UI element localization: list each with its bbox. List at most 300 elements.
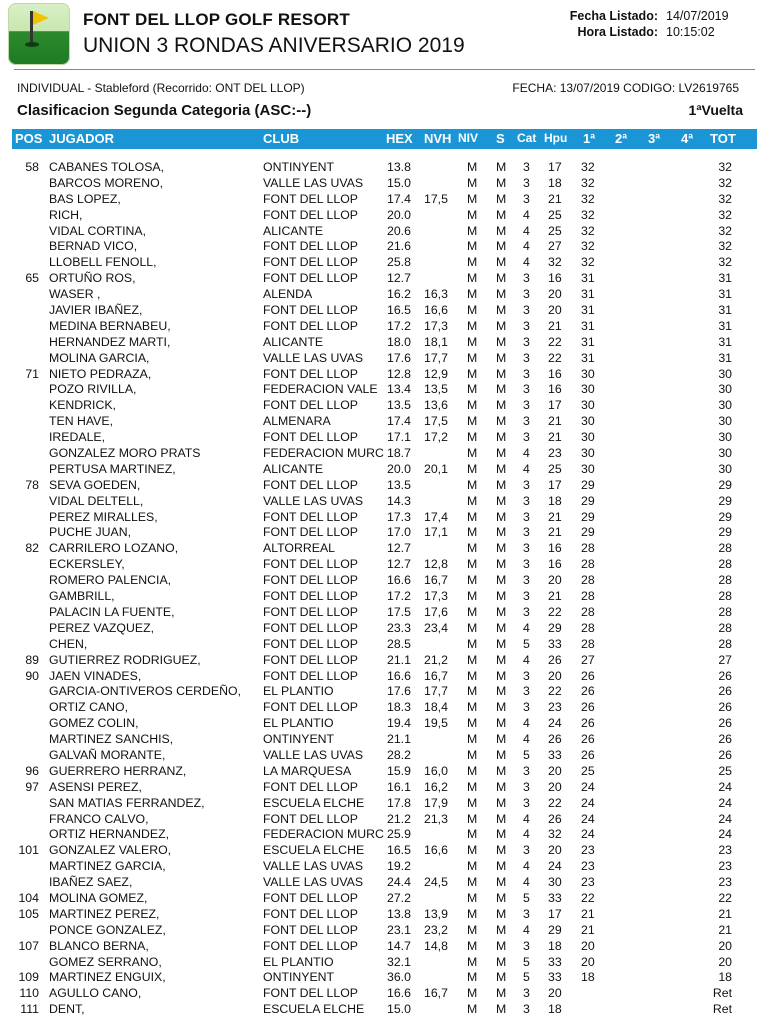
cell-hex: 17.8 [387,795,411,810]
cell-nvh: 16,3 [424,287,448,302]
cell-club: FEDERACION MURC [263,827,384,842]
cell-name: JAEN VINADES, [49,668,142,683]
cell-hpu: 32 [548,255,562,270]
cell-s: M [496,477,507,492]
cell-name: IREDALE, [49,430,106,445]
cell-hex: 16.5 [387,303,411,318]
cell-s: M [496,430,507,445]
cell-hex: 23.3 [387,620,411,635]
cell-cat: 3 [523,334,530,349]
cell-hex: 17.6 [387,350,411,365]
cell-hpu: 33 [548,747,562,762]
cell-club: FONT DEL LLOP [263,191,358,206]
cell-nvh: 16,7 [424,668,448,683]
cell-name: GAMBRILL, [49,589,115,604]
cell-hex: 27.2 [387,890,411,905]
cell-name: KENDRICK, [49,398,116,413]
cell-tot: 24 [718,779,732,794]
cell-hex: 17.5 [387,604,411,619]
cell-hpu: 26 [548,652,562,667]
cell-s: M [496,1002,507,1017]
cell-cat: 3 [523,700,530,715]
cell-r1: 28 [581,636,595,651]
cell-pos: 109 [18,970,39,985]
cell-name: MOLINA GOMEZ, [49,890,148,905]
cell-hpu: 25 [548,207,562,222]
col-s: S [496,131,505,146]
cell-tot: 32 [718,175,732,190]
cell-hex: 16.1 [387,779,411,794]
cell-name: VIDAL CORTINA, [49,223,147,238]
cell-name: CABANES TOLOSA, [49,160,165,174]
cell-hex: 17.2 [387,589,411,604]
cell-tot: 20 [718,938,732,953]
cell-hpu: 21 [548,318,562,333]
table-row [0,351,769,367]
cell-nvh: 23,4 [424,620,448,635]
col-hex: HEX [386,131,413,146]
cell-cat: 5 [523,747,530,762]
table-row [0,780,769,796]
cell-nvh: 13,6 [424,398,448,413]
cell-s: M [496,986,507,1001]
table-row [0,955,769,971]
cell-tot: 21 [718,906,732,921]
cell-r1: 31 [581,334,595,349]
cell-cat: 3 [523,906,530,921]
table-row [0,192,769,208]
cell-cat: 4 [523,922,530,937]
cell-hex: 13.8 [387,906,411,921]
cell-nvh: 13,5 [424,382,448,397]
cell-club: FONT DEL LLOP [263,811,358,826]
cell-cat: 4 [523,620,530,635]
cell-hpu: 18 [548,493,562,508]
cell-s: M [496,541,507,556]
cell-r1: 26 [581,684,595,699]
cell-name: BLANCO BERNA, [49,938,149,953]
cell-club: FONT DEL LLOP [263,700,358,715]
cell-cat: 3 [523,398,530,413]
cell-s: M [496,318,507,333]
cell-tot: 25 [718,763,732,778]
cell-hpu: 21 [548,191,562,206]
cell-s: M [496,287,507,302]
cell-tot: 28 [718,573,732,588]
cell-name: PALACIN LA FUENTE, [49,604,175,619]
table-row [0,843,769,859]
cell-club: FONT DEL LLOP [263,890,358,905]
resort-title: FONT DEL LLOP GOLF RESORT [83,10,350,29]
cell-niv: M [467,795,478,810]
cell-nvh: 14,8 [424,938,448,953]
cell-cat: 3 [523,779,530,794]
cell-club: FONT DEL LLOP [263,636,358,651]
cell-r1: 28 [581,604,595,619]
table-row [0,669,769,685]
table-row [0,653,769,669]
cell-hex: 21.1 [387,652,411,667]
cell-hex: 17.4 [387,414,411,429]
cell-club: VALLE LAS UVAS [263,747,364,762]
cell-hpu: 20 [548,779,562,794]
cell-niv: M [467,890,478,905]
cell-club: FONT DEL LLOP [263,255,358,270]
cell-r1: 31 [581,271,595,286]
cell-s: M [496,604,507,619]
cell-club: ALICANTE [263,461,324,476]
cell-r1: 26 [581,747,595,762]
cell-tot: 29 [718,525,732,540]
cell-niv: M [467,175,478,190]
table-row [0,621,769,637]
cell-name: HERNANDEZ MARTI, [49,334,171,349]
cell-name: ORTIZ CANO, [49,700,129,715]
table-row [0,812,769,828]
cell-tot: 26 [718,747,732,762]
cell-cat: 3 [523,175,530,190]
cell-club: ALMENARA [263,414,331,429]
cell-club: ALICANTE [263,223,324,238]
table-row [0,970,769,986]
cell-niv: M [467,970,478,985]
cell-niv: M [467,303,478,318]
cell-club: ESCUELA ELCHE [263,1002,365,1017]
cell-tot: 28 [718,620,732,635]
cell-cat: 3 [523,684,530,699]
cell-hex: 13.4 [387,382,411,397]
cell-niv: M [467,716,478,731]
cell-hpu: 16 [548,366,562,381]
cell-s: M [496,573,507,588]
cell-pos: 78 [25,477,39,492]
table-row [0,335,769,351]
cell-tot: 32 [718,255,732,270]
cell-r1: 30 [581,366,595,381]
cell-hex: 13.5 [387,398,411,413]
cell-name: GUERRERO HERRANZ, [49,763,187,778]
cell-name: VIDAL DELTELL, [49,493,144,508]
table-row [0,208,769,224]
cell-niv: M [467,620,478,635]
cell-s: M [496,954,507,969]
cell-niv: M [467,700,478,715]
cell-pos: 71 [25,366,39,381]
cell-club: FONT DEL LLOP [263,557,358,572]
cell-tot: 30 [718,461,732,476]
cell-hpu: 17 [548,398,562,413]
cell-cat: 3 [523,477,530,492]
cell-nvh: 17,6 [424,604,448,619]
cell-tot: 30 [718,398,732,413]
cell-niv: M [467,382,478,397]
cell-niv: M [467,287,478,302]
cell-r1: 30 [581,398,595,413]
cell-hex: 13.5 [387,477,411,492]
cell-cat: 5 [523,890,530,905]
cell-r1: 30 [581,414,595,429]
cell-name: RICH, [49,207,83,222]
cell-hpu: 21 [548,414,562,429]
cell-tot: 31 [718,287,732,302]
cell-tot: 30 [718,446,732,461]
cell-r1: 31 [581,318,595,333]
cell-s: M [496,684,507,699]
cell-s: M [496,525,507,540]
cell-hex: 36.0 [387,970,411,985]
cell-s: M [496,700,507,715]
cell-name: MARTINEZ GARCIA, [49,859,166,874]
cell-r1: 30 [581,382,595,397]
cell-niv: M [467,477,478,492]
cell-hpu: 33 [548,954,562,969]
cell-hpu: 24 [548,716,562,731]
cell-name: PONCE GONZALEZ, [49,922,166,937]
cell-nvh: 17,4 [424,509,448,524]
cell-hex: 18.7 [387,446,411,461]
cell-s: M [496,875,507,890]
cell-niv: M [467,589,478,604]
cell-tot: 32 [718,160,732,174]
cell-nvh: 16,7 [424,986,448,1001]
cell-hex: 16.6 [387,986,411,1001]
cell-niv: M [467,636,478,651]
cell-s: M [496,970,507,985]
round-label: 1ªVuelta [688,102,743,118]
cell-r1: 23 [581,875,595,890]
cell-niv: M [467,334,478,349]
cell-pos: 110 [19,986,39,1001]
cell-s: M [496,620,507,635]
cell-cat: 3 [523,763,530,778]
cell-cat: 3 [523,414,530,429]
cell-hpu: 29 [548,922,562,937]
cell-nvh: 20,1 [424,461,448,476]
cell-s: M [496,859,507,874]
cell-niv: M [467,604,478,619]
cell-hex: 20.0 [387,461,411,476]
cell-name: FRANCO CALVO, [49,811,149,826]
cell-tot: 32 [718,207,732,222]
cell-nvh: 17,5 [424,414,448,429]
table-row [0,573,769,589]
cell-niv: M [467,318,478,333]
cell-club: LA MARQUESA [263,763,352,778]
cell-s: M [496,493,507,508]
cell-hex: 23.1 [387,922,411,937]
cell-s: M [496,350,507,365]
table-row [0,589,769,605]
golf-flag-logo [8,3,70,65]
cell-nvh: 17,5 [424,191,448,206]
cell-tot: 18 [718,970,732,985]
col-club: CLUB [263,131,300,146]
cell-hpu: 18 [548,1002,562,1017]
cell-r1: 29 [581,509,595,524]
cell-club: FONT DEL LLOP [263,366,358,381]
cell-tot: 30 [718,430,732,445]
cell-cat: 4 [523,827,530,842]
cell-cat: 3 [523,604,530,619]
cell-hpu: 17 [548,160,562,174]
cell-r1: 32 [581,207,595,222]
cell-hex: 18.3 [387,700,411,715]
cell-cat: 3 [523,287,530,302]
cell-hpu: 23 [548,700,562,715]
cell-s: M [496,652,507,667]
table-row [0,986,769,1002]
cell-r1: 24 [581,811,595,826]
cell-pos: 111 [20,1002,39,1017]
cell-r1: 32 [581,175,595,190]
cell-hpu: 22 [548,795,562,810]
cell-name: GONZALEZ MORO PRATS [49,446,201,461]
cell-cat: 3 [523,557,530,572]
cell-hex: 16.6 [387,573,411,588]
cell-tot: 28 [718,604,732,619]
cell-hex: 15.0 [387,1002,411,1017]
cell-niv: M [467,239,478,254]
cell-hex: 32.1 [387,954,411,969]
cell-r1: 30 [581,461,595,476]
cell-club: ESCUELA ELCHE [263,843,365,858]
cell-tot: 27 [718,652,732,667]
cell-name: GALVAÑ MORANTE, [49,747,166,762]
cell-hpu: 33 [548,636,562,651]
cell-club: FONT DEL LLOP [263,906,358,921]
cell-s: M [496,509,507,524]
cell-tot: Ret [712,1002,732,1017]
cell-r1: 24 [581,779,595,794]
cell-hpu: 25 [548,223,562,238]
table-row [0,700,769,716]
cell-niv: M [467,954,478,969]
table-row [0,224,769,240]
cell-pos: 107 [18,938,39,953]
cell-hpu: 30 [548,875,562,890]
cell-nvh: 18,1 [424,334,448,349]
cell-club: FONT DEL LLOP [263,938,358,953]
cell-s: M [496,175,507,190]
cell-s: M [496,191,507,206]
cell-cat: 5 [523,954,530,969]
cell-hpu: 26 [548,811,562,826]
cell-cat: 4 [523,461,530,476]
cell-s: M [496,843,507,858]
cell-r1: 20 [581,954,595,969]
cell-s: M [496,334,507,349]
table-row [0,875,769,891]
table-row [0,923,769,939]
cell-tot: 26 [718,700,732,715]
hora-listado-value: 10:15:02 [666,25,715,39]
cell-cat: 4 [523,207,530,222]
cell-niv: M [467,446,478,461]
cell-niv: M [467,811,478,826]
cell-r1: 32 [581,239,595,254]
cell-niv: M [467,652,478,667]
cell-niv: M [467,525,478,540]
cell-cat: 3 [523,382,530,397]
cell-r1: 24 [581,795,595,810]
cell-name: IBAÑEZ SAEZ, [49,875,133,890]
cell-tot: 20 [718,954,732,969]
col-niv: NIV [458,131,479,145]
cell-niv: M [467,350,478,365]
cell-niv: M [467,747,478,762]
cell-r1: 23 [581,859,595,874]
cell-r1: 32 [581,255,595,270]
cell-cat: 5 [523,970,530,985]
cell-nvh: 17,7 [424,350,448,365]
cell-name: ORTUÑO ROS, [49,271,136,286]
cell-hex: 21.6 [387,239,411,254]
cell-tot: 28 [718,636,732,651]
cell-name: PEREZ MIRALLES, [49,509,158,524]
cell-r1: 22 [581,890,595,905]
cell-name: GUTIERREZ RODRIGUEZ, [49,652,201,667]
cell-niv: M [467,986,478,1001]
cell-tot: 29 [718,493,732,508]
cell-club: EL PLANTIO [263,684,334,699]
cell-club: FONT DEL LLOP [263,318,358,333]
cell-cat: 3 [523,303,530,318]
table-row [0,748,769,764]
cell-nvh: 17,9 [424,795,448,810]
cell-tot: 24 [718,795,732,810]
cell-name: MARTINEZ SANCHIS, [49,732,174,747]
cell-club: FONT DEL LLOP [263,207,358,222]
cell-hex: 12.7 [387,271,411,286]
table-row [0,494,769,510]
table-row [0,637,769,653]
event-title: UNION 3 RONDAS ANIVERSARIO 2019 [83,34,465,57]
cell-hex: 17.1 [387,430,411,445]
cell-r1: 32 [581,191,595,206]
cell-niv: M [467,1002,478,1017]
cell-r1: 29 [581,477,595,492]
table-row [0,398,769,414]
cell-nvh: 16,6 [424,843,448,858]
cell-niv: M [467,160,478,174]
cell-hex: 17.0 [387,525,411,540]
cell-tot: 26 [718,716,732,731]
table-row [0,796,769,812]
cell-r1: 23 [581,843,595,858]
cell-cat: 3 [523,350,530,365]
cell-hpu: 20 [548,287,562,302]
col-r3: 3ª [648,131,661,146]
cell-nvh: 21,3 [424,811,448,826]
results-table [0,160,769,1018]
cell-s: M [496,795,507,810]
cell-r1: 26 [581,732,595,747]
col-r4: 4ª [681,131,694,146]
cell-s: M [496,763,507,778]
cell-tot: 24 [718,811,732,826]
cell-name: ORTIZ HERNANDEZ, [49,827,170,842]
cell-hpu: 25 [548,461,562,476]
cell-hex: 17.3 [387,509,411,524]
cell-niv: M [467,875,478,890]
cell-hex: 17.6 [387,684,411,699]
cell-hpu: 17 [548,477,562,492]
table-row [0,160,769,176]
cell-s: M [496,303,507,318]
table-row [0,764,769,780]
cell-cat: 3 [523,509,530,524]
table-row [0,478,769,494]
